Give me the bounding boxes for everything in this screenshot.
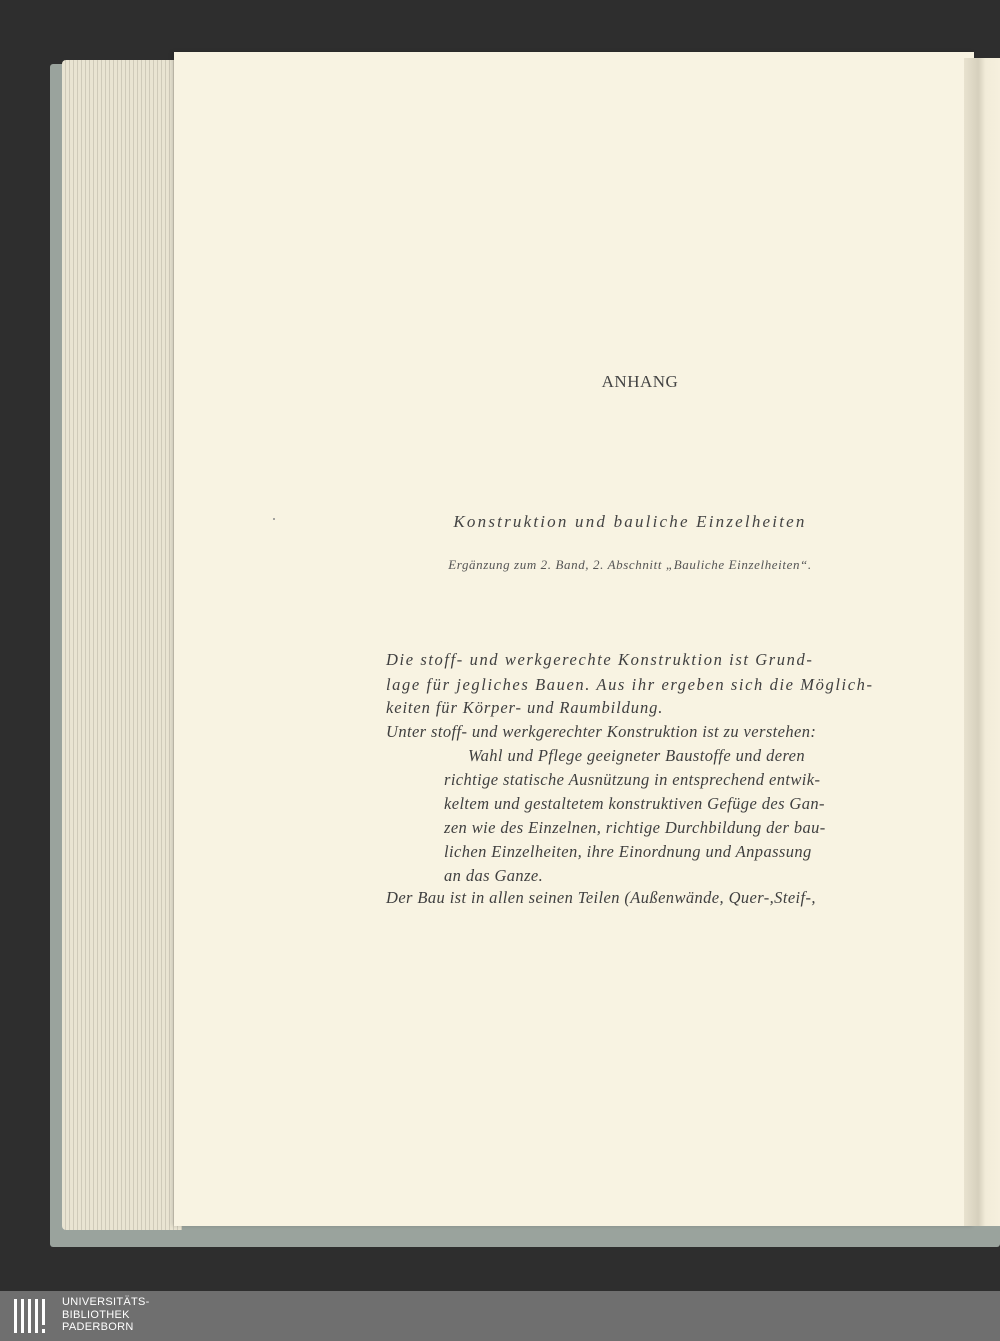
page-edges xyxy=(62,60,182,1230)
section-subtitle: Konstruktion und bauliche Einzelheiten xyxy=(453,512,807,531)
logo-line: BIBLIOTHEK xyxy=(62,1308,130,1321)
book-gutter xyxy=(964,58,1000,1226)
body-line: an das Ganze. xyxy=(444,866,544,885)
body-line: keltem und gestaltetem konstruktiven Gefüge des Gan- xyxy=(444,794,825,813)
body-line: Unter stoff- und werkgerechter Konstruktion ist zu verstehen: xyxy=(386,722,817,741)
body-line: lage für jegliches Bauen. Aus ihr ergeben sich die Möglich- xyxy=(386,675,874,694)
logo-line: UNIVERSITÄTS- xyxy=(62,1296,150,1308)
body-line: Der Bau ist in allen seinen Teilen (Außenwände, Quer-,Steif-, xyxy=(386,888,816,907)
body-line: Die stoff- und werkgerechte Konstruktion ist Grund- xyxy=(386,650,814,669)
body-line: keiten für Körper- und Raumbildung. xyxy=(386,698,664,717)
body-line: richtige statische Ausnützung in entsprechend entwik- xyxy=(444,770,821,789)
body-line: zen wie des Einzelnen, richtige Durchbildung der bau- xyxy=(444,818,826,837)
paper-speck xyxy=(273,518,275,520)
body-line: Wahl und Pflege geeigneter Baustoffe und deren xyxy=(468,746,806,765)
library-logo-icon xyxy=(12,1297,54,1337)
page-title: ANHANG xyxy=(601,372,679,391)
library-footer xyxy=(0,1291,1000,1341)
supplement-note: Ergänzung zum 2. Band, 2. Abschnitt „Bauliche Einzelheiten“. xyxy=(448,557,812,572)
book-page xyxy=(174,52,974,1226)
body-line: lichen Einzelheiten, ihre Einordnung und Anpassung xyxy=(444,842,812,861)
library-logo-text xyxy=(62,1296,150,1334)
logo-line: PADERBORN xyxy=(62,1321,134,1333)
